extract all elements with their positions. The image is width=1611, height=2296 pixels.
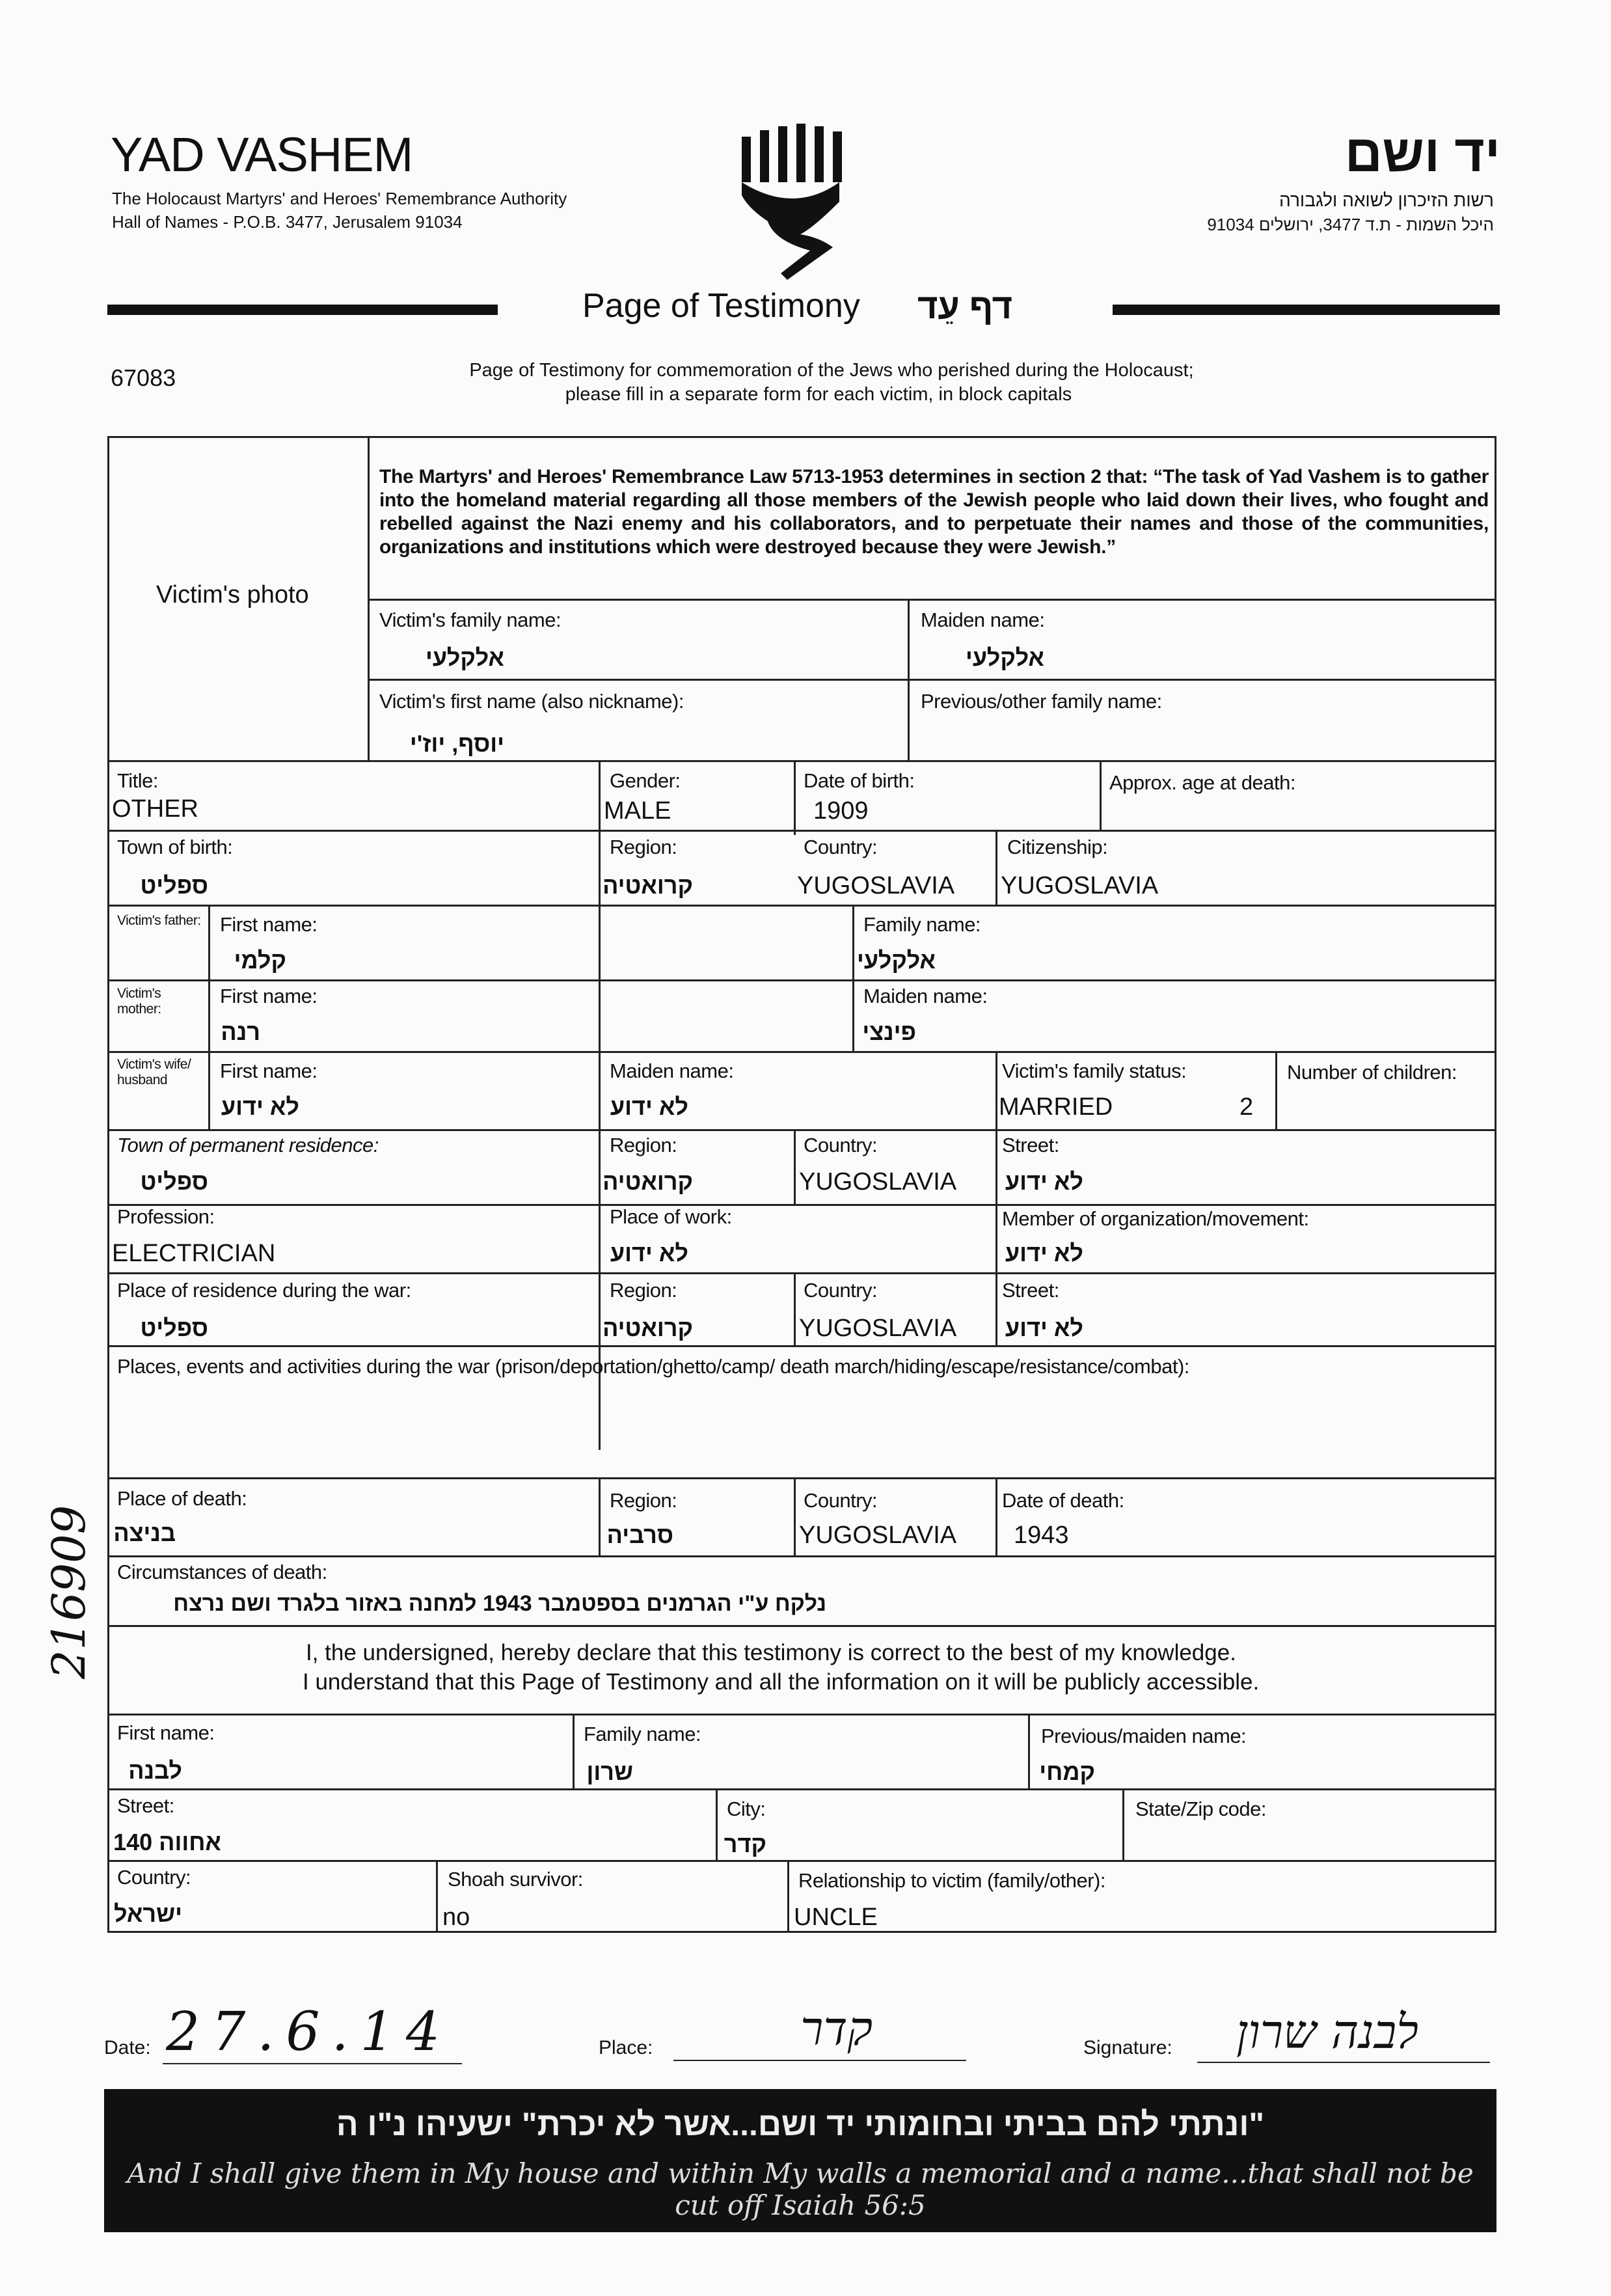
mother-maiden-name-label: Maiden name: [863, 985, 988, 1007]
submitter-first-name: לבנה [128, 1757, 182, 1784]
death-region-label: Region: [610, 1489, 677, 1512]
shoah-survivor-label: Shoah survivor: [448, 1868, 583, 1891]
mother-maiden-name: פינצי [862, 1018, 916, 1045]
submitter-prev-name: קמחי [1039, 1758, 1095, 1785]
victim-maiden-name-label: Maiden name: [921, 608, 1045, 631]
header-rule-right [1113, 305, 1500, 315]
gender-value: MALE [604, 797, 671, 825]
form-title-he: דף עֵד [917, 287, 1013, 326]
org-name-en: YAD VASHEM [111, 128, 413, 182]
family-status-label: Victim's family status: [1002, 1059, 1187, 1082]
org-subtitle-en: The Holocaust Martyrs' and Heroes' Remembrance Authority [112, 189, 567, 208]
form-number: 67083 [111, 364, 176, 391]
spouse-maiden-name-label: Maiden name: [610, 1059, 734, 1082]
submitter-family-name: שרון [586, 1758, 633, 1785]
residence-region-label: Region: [610, 1134, 677, 1156]
war-country: YUGOSLAVIA [799, 1315, 957, 1342]
submitter-city: קדר [724, 1831, 766, 1857]
birth-region: קרואטיה [602, 872, 693, 899]
spouse-side-label: Victim's wife/ husband [117, 1057, 191, 1087]
victim-prev-family-label: Previous/other family name: [921, 690, 1162, 713]
signature-label: Signature: [1083, 2037, 1172, 2058]
war-residence-label: Place of residence during the war: [117, 1279, 411, 1302]
shoah-survivor: no [442, 1904, 470, 1931]
family-status: MARRIED [999, 1093, 1113, 1121]
org-subtitle-he: רשות הזיכרון לשואה ולגבורה [1279, 190, 1494, 210]
title-label: Title: [117, 769, 159, 792]
declaration-line-2: I understand that this Page of Testimony and all the information on it will be publicly accessible. [303, 1669, 1260, 1695]
birth-country: YUGOSLAVIA [797, 872, 955, 899]
handwritten-place: קדר [800, 2001, 873, 2056]
residence-country: YUGOSLAVIA [799, 1168, 957, 1196]
father-first-name: קלמי [234, 947, 286, 974]
header-rule-left [107, 305, 498, 315]
submitter-country-label: Country: [117, 1866, 191, 1889]
submitter-prev-label: Previous/maiden name: [1041, 1725, 1247, 1747]
relationship-label: Relationship to victim (family/other): [798, 1869, 1105, 1892]
dob-value: 1909 [813, 797, 869, 825]
gender-label: Gender: [610, 769, 681, 792]
war-street-label: Street: [1002, 1279, 1059, 1302]
submitter-state-label: State/Zip code: [1135, 1797, 1267, 1820]
org-address-en: Hall of Names - P.O.B. 3477, Jerusalem 91034 [112, 212, 463, 232]
death-date: 1943 [1014, 1522, 1069, 1549]
birth-region-label: Region: [610, 836, 677, 858]
victim-family-name-label: Victim's family name: [379, 608, 562, 631]
war-activities-label: Places, events and activities during the war (prison/deportation/ghetto/camp/ death march/hiding/escape/resistance/combat): [117, 1355, 1189, 1378]
mother-first-name-label: First name: [220, 985, 318, 1007]
date-label: Date: [104, 2037, 151, 2058]
submitter-street: אחווה 140 [113, 1829, 221, 1855]
death-country-label: Country: [804, 1489, 878, 1512]
place-of-work-label: Place of work: [610, 1205, 732, 1228]
war-country-label: Country: [804, 1279, 878, 1302]
residence-town-label: Town of permanent residence: [117, 1134, 379, 1156]
declaration-line-1: I, the undersigned, hereby declare that this testimony is correct to the best of my knowledge. [306, 1640, 1236, 1665]
residence-street-label: Street: [1002, 1134, 1059, 1156]
death-place-label: Place of death: [117, 1487, 247, 1510]
title-value: OTHER [112, 795, 198, 823]
place-of-work: לא ידוע [610, 1240, 688, 1266]
spouse-first-name: לא ידוע [221, 1093, 299, 1120]
profession-label: Profession: [117, 1205, 215, 1228]
death-circumstances: נלקח ע"י הגרמנים בספטמבר 1943 למחנה באזור בלגרד ושם נרצח [173, 1591, 826, 1616]
dob-label: Date of birth: [804, 769, 915, 792]
citizenship-label: Citizenship: [1007, 836, 1108, 858]
victim-maiden-name: אלקלעי [966, 644, 1044, 671]
death-region: סרביה [606, 1522, 673, 1548]
residence-street: לא ידוע [1005, 1168, 1083, 1195]
war-residence-town: ספליט [140, 1315, 208, 1341]
birth-country-label: Country: [804, 836, 878, 858]
victim-first-name: יוסף, יוז'י [409, 730, 504, 757]
children-count-label: Number of children: [1287, 1061, 1457, 1084]
father-first-name-label: First name: [220, 913, 318, 936]
place-label: Place: [599, 2037, 653, 2058]
spouse-maiden-name: לא ידוע [610, 1093, 688, 1120]
organization: לא ידוע [1005, 1240, 1083, 1266]
death-circumstances-label: Circumstances of death: [117, 1561, 327, 1583]
war-region: קרואטיה [602, 1315, 693, 1341]
mother-side-label: Victim's mother: [117, 986, 161, 1017]
victim-photo-label: Victim's photo [156, 581, 309, 608]
town-of-birth: ספליט [140, 872, 208, 899]
instruction-line-2: please fill in a separate form for each victim, in block capitals [565, 384, 1072, 405]
war-street: לא ידוע [1005, 1315, 1083, 1341]
profession-value: ELECTRICIAN [112, 1240, 276, 1267]
submitter-country: ישראל [113, 1900, 182, 1927]
death-date-label: Date of death: [1002, 1489, 1124, 1512]
organization-label: Member of organization/movement: [1002, 1207, 1309, 1230]
law-text: The Martyrs' and Heroes' Remembrance Law 5713-1953 determines in section 2 that: “The task of Yad Vashem is to gather into the homeland material regarding all those members of the Jewish people who laid down their lives, who fought and rebelled against the Nazi enemy and his collaborators, and to perpetuate their names and those of the communities, organizations and institutions which were destroyed because they were Jewish.” [379, 466, 1489, 558]
victim-first-name-label: Victim's first name (also nickname): [379, 690, 684, 713]
submitter-city-label: City: [727, 1797, 766, 1820]
org-name-he: יד ושם [1344, 124, 1500, 182]
war-region-label: Region: [610, 1279, 677, 1302]
yad-vashem-logo [735, 117, 852, 286]
submitter-family-label: Family name: [584, 1723, 701, 1745]
margin-number: 216909 [42, 1505, 96, 1679]
instruction-line-1: Page of Testimony for commemoration of the Jews who perished during the Holocaust; [469, 360, 1194, 381]
submitter-first-label: First name: [117, 1721, 215, 1744]
form-title-en: Page of Testimony [582, 287, 860, 325]
death-country: YUGOSLAVIA [799, 1522, 957, 1549]
citizenship-value: YUGOSLAVIA [1001, 872, 1159, 899]
age-at-death-label: Approx. age at death: [1109, 771, 1295, 794]
quote-hebrew: "ונתתי להם בביתי ובחומותי יד ושם...אשר לא יכרת" ישעיהו נ"ו ה [336, 2106, 1265, 2142]
father-side-label: Victim's father: [117, 913, 201, 928]
father-family-name: אלקלעי [857, 947, 936, 974]
org-address-he: היכל השמות - ת.ד 3477, ירושלים 91034 [1207, 215, 1494, 234]
children-count: 2 [1239, 1093, 1254, 1121]
relationship: UNCLE [794, 1904, 878, 1931]
spouse-first-name-label: First name: [220, 1059, 318, 1082]
death-place: בניצה [113, 1520, 176, 1546]
handwritten-signature: לבנה שרון [1236, 2004, 1418, 2059]
quote-english: And I shall give them in My house and within My walls a memorial and a name...that shall not be cut off Isaiah 56:5 [127, 2157, 1474, 2221]
residence-region: קרואטיה [602, 1168, 693, 1195]
father-family-name-label: Family name: [863, 913, 981, 936]
victim-family-name: אלקלעי [426, 644, 504, 671]
mother-first-name: רנה [221, 1018, 260, 1045]
residence-town: ספליט [140, 1168, 208, 1195]
residence-country-label: Country: [804, 1134, 878, 1156]
submitter-street-label: Street: [117, 1794, 174, 1817]
handwritten-date: 27.6.14 [166, 2001, 452, 2063]
town-of-birth-label: Town of birth: [117, 836, 233, 858]
